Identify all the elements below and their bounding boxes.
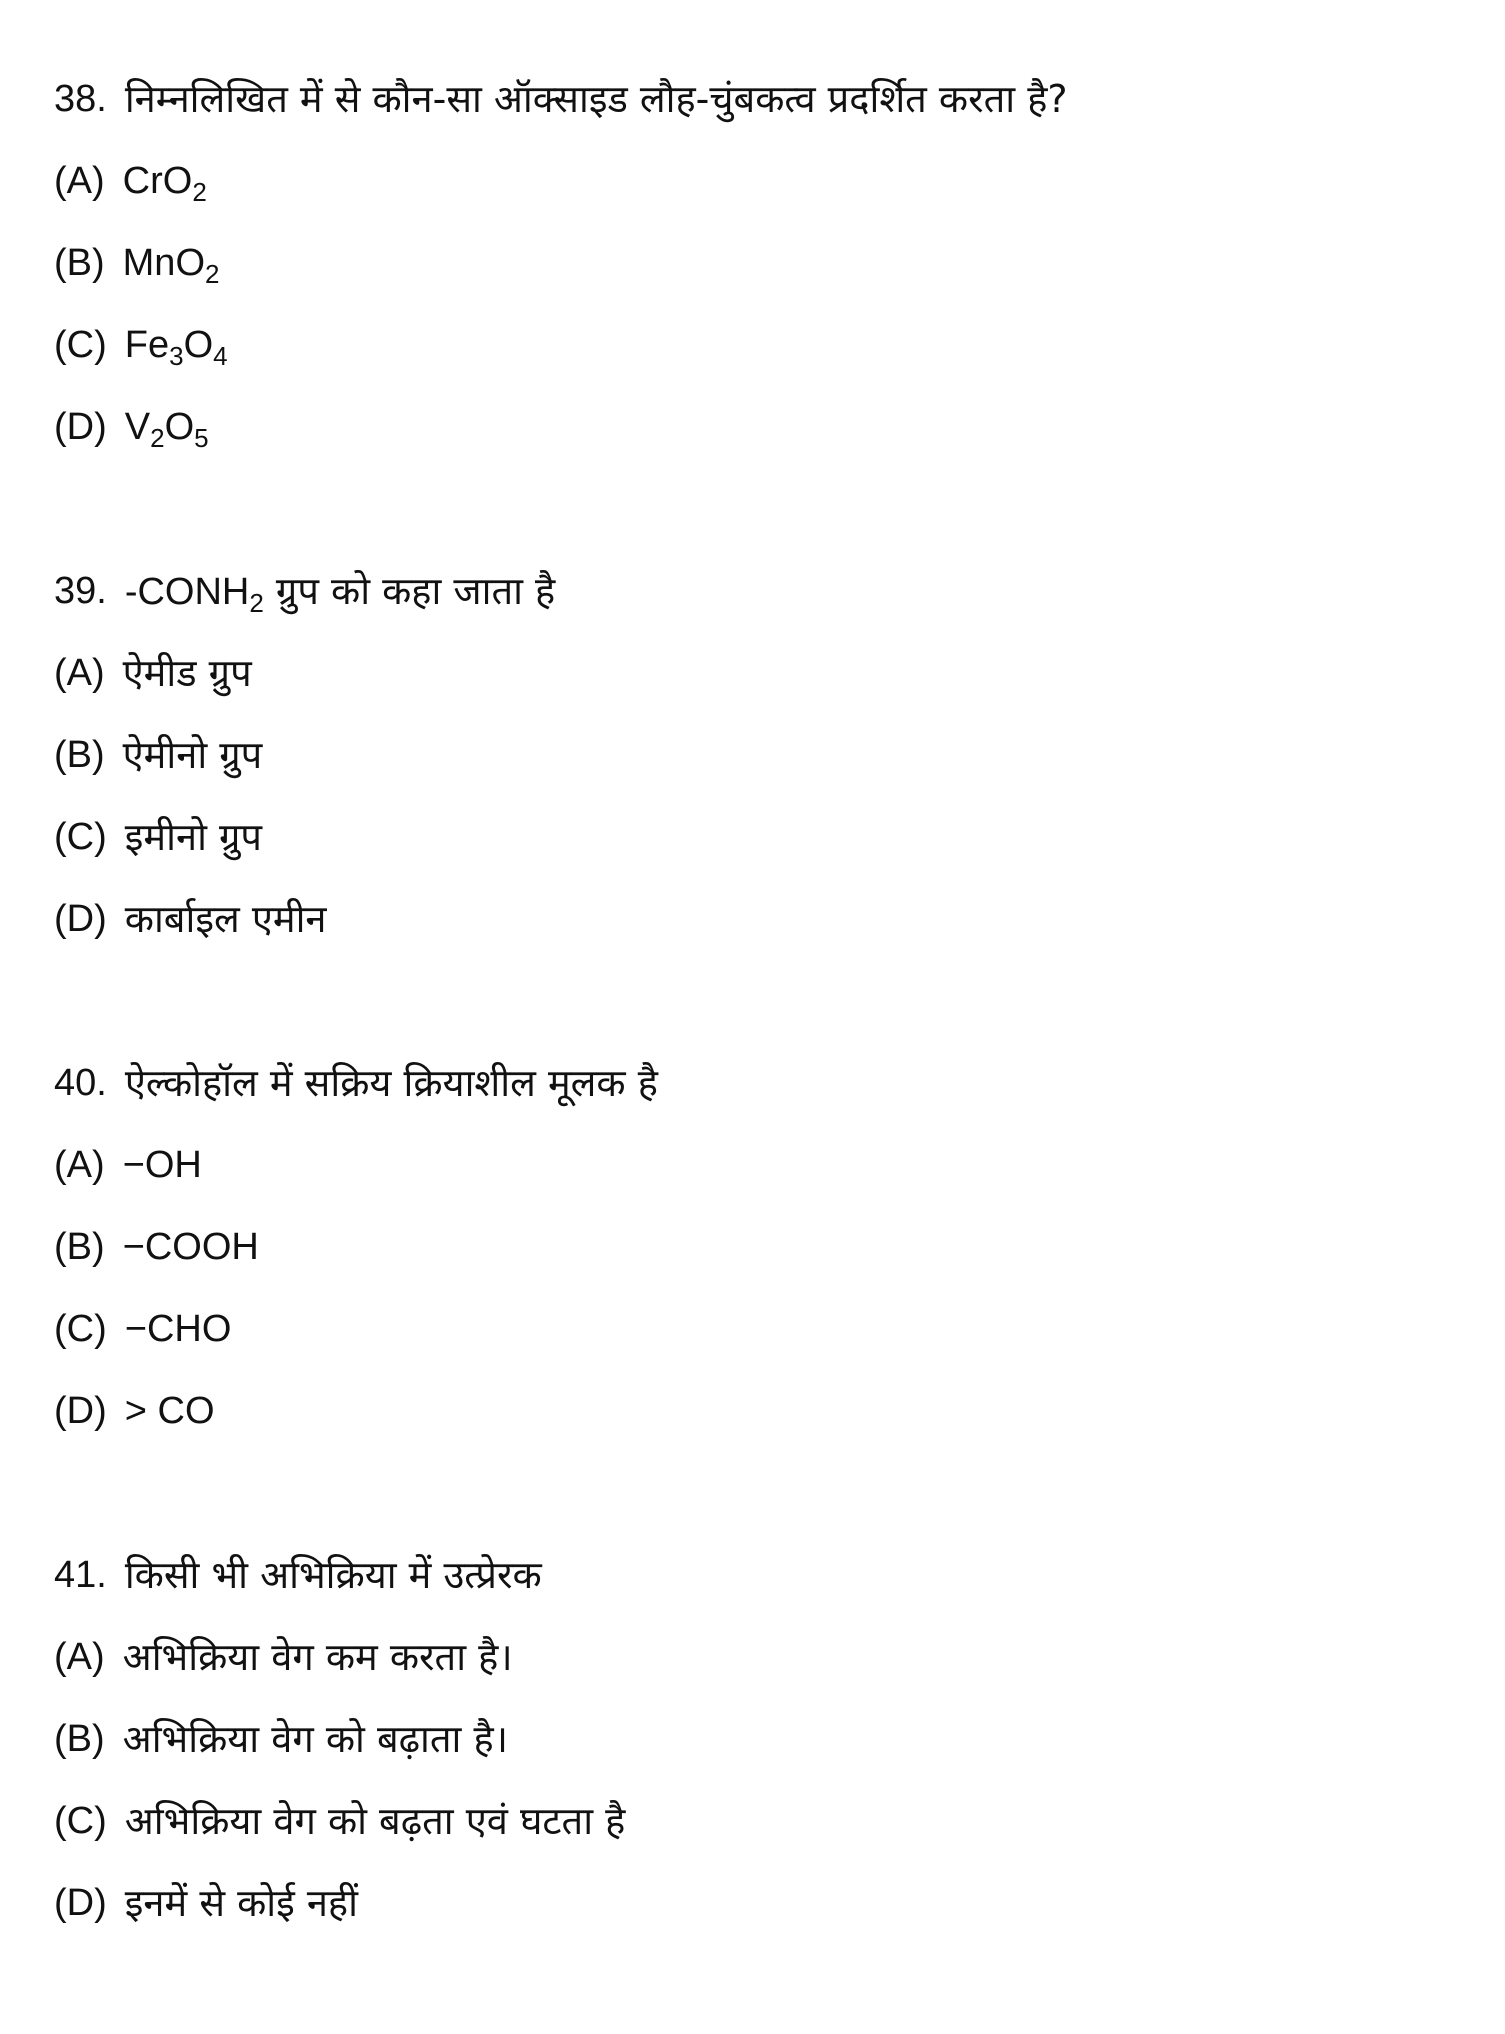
formula-part: O: [183, 324, 214, 366]
question-number: 41.: [54, 1554, 107, 1596]
option-text: अभिक्रिया वेग को बढ़ता एवं घटता है: [124, 1799, 626, 1843]
option-a[interactable]: [54, 1634, 1474, 1716]
option-text: ऐमीड ग्रुप: [122, 651, 252, 695]
option-key: (C): [54, 1800, 107, 1842]
question-stem: [54, 1060, 1474, 1142]
option-b[interactable]: [54, 732, 1474, 814]
option-c[interactable]: [54, 1798, 1474, 1880]
formula-subscript: 2: [192, 177, 207, 207]
question-stem: [54, 76, 1474, 158]
option-text: [124, 404, 209, 453]
option-a[interactable]: [54, 158, 1474, 240]
question-text: [124, 568, 556, 618]
option-c[interactable]: [54, 814, 1474, 896]
option-c[interactable]: [54, 1306, 1474, 1388]
formula-part: -CONH: [124, 571, 250, 613]
question-stem: [54, 568, 1474, 650]
question-40: [54, 1060, 1474, 1470]
option-key: (D): [54, 406, 107, 448]
option-key: (D): [54, 1882, 107, 1924]
question-41: [54, 1552, 1474, 1962]
option-d[interactable]: [54, 1388, 1474, 1470]
option-b[interactable]: [54, 1224, 1474, 1306]
option-text: अभिक्रिया वेग कम करता है।: [122, 1635, 513, 1679]
option-key: (D): [54, 898, 107, 940]
question-39: [54, 568, 1474, 978]
question-text: किसी भी अभिक्रिया में उत्प्रेरक: [124, 1553, 542, 1597]
option-text: −COOH: [122, 1226, 259, 1268]
option-key: (B): [54, 242, 105, 284]
option-key: (A): [54, 652, 105, 694]
formula-subscript: 2: [249, 588, 264, 618]
option-b[interactable]: [54, 1716, 1474, 1798]
question-text-rest: ग्रुप को कहा जाता है: [263, 569, 556, 613]
option-a[interactable]: [54, 650, 1474, 732]
formula-part: V: [124, 406, 151, 448]
option-key: (C): [54, 1308, 107, 1350]
option-text: ऐमीनो ग्रुप: [122, 733, 263, 777]
option-a[interactable]: [54, 1142, 1474, 1224]
option-key: (A): [54, 1144, 105, 1186]
question-number: 40.: [54, 1062, 107, 1104]
option-key: (B): [54, 734, 105, 776]
formula-subscript: 3: [169, 341, 184, 371]
option-key: (B): [54, 1226, 105, 1268]
question-number: 39.: [54, 570, 107, 612]
formula-subscript: 2: [205, 259, 220, 289]
option-text: कार्बाइल एमीन: [124, 897, 327, 941]
question-number: 38.: [54, 78, 107, 120]
question-38: [54, 76, 1474, 486]
option-key: (C): [54, 816, 107, 858]
option-d[interactable]: [54, 1880, 1474, 1962]
option-d[interactable]: [54, 404, 1474, 486]
question-text: निम्नलिखित में से कौन-सा ऑक्साइड लौह-चुंबकत्व प्रदर्शित करता है?: [124, 77, 1068, 121]
formula-subscript: 4: [213, 341, 228, 371]
option-text: [122, 240, 220, 289]
option-key: (A): [54, 160, 105, 202]
option-key: (A): [54, 1636, 105, 1678]
formula-subscript: 2: [150, 423, 165, 453]
formula-part: Fe: [124, 324, 170, 366]
option-key: (B): [54, 1718, 105, 1760]
option-text: इमीनो ग्रुप: [124, 815, 263, 859]
formula-part: O: [164, 406, 195, 448]
option-text: −OH: [122, 1144, 202, 1186]
formula-part: MnO: [122, 242, 206, 284]
option-key: (C): [54, 324, 107, 366]
option-text: [122, 158, 207, 207]
option-text: इनमें से कोई नहीं: [124, 1881, 358, 1925]
option-text: −CHO: [124, 1308, 232, 1350]
question-stem: [54, 1552, 1474, 1634]
formula-part: CrO: [122, 160, 193, 202]
option-text: [124, 322, 228, 371]
option-text: अभिक्रिया वेग को बढ़ाता है।: [122, 1717, 509, 1761]
formula-subscript: 5: [194, 423, 209, 453]
option-text: > CO: [124, 1390, 215, 1432]
option-d[interactable]: [54, 896, 1474, 978]
option-key: (D): [54, 1390, 107, 1432]
option-b[interactable]: [54, 240, 1474, 322]
option-c[interactable]: [54, 322, 1474, 404]
question-text: ऐल्कोहॉल में सक्रिय क्रियाशील मूलक है: [124, 1061, 658, 1105]
